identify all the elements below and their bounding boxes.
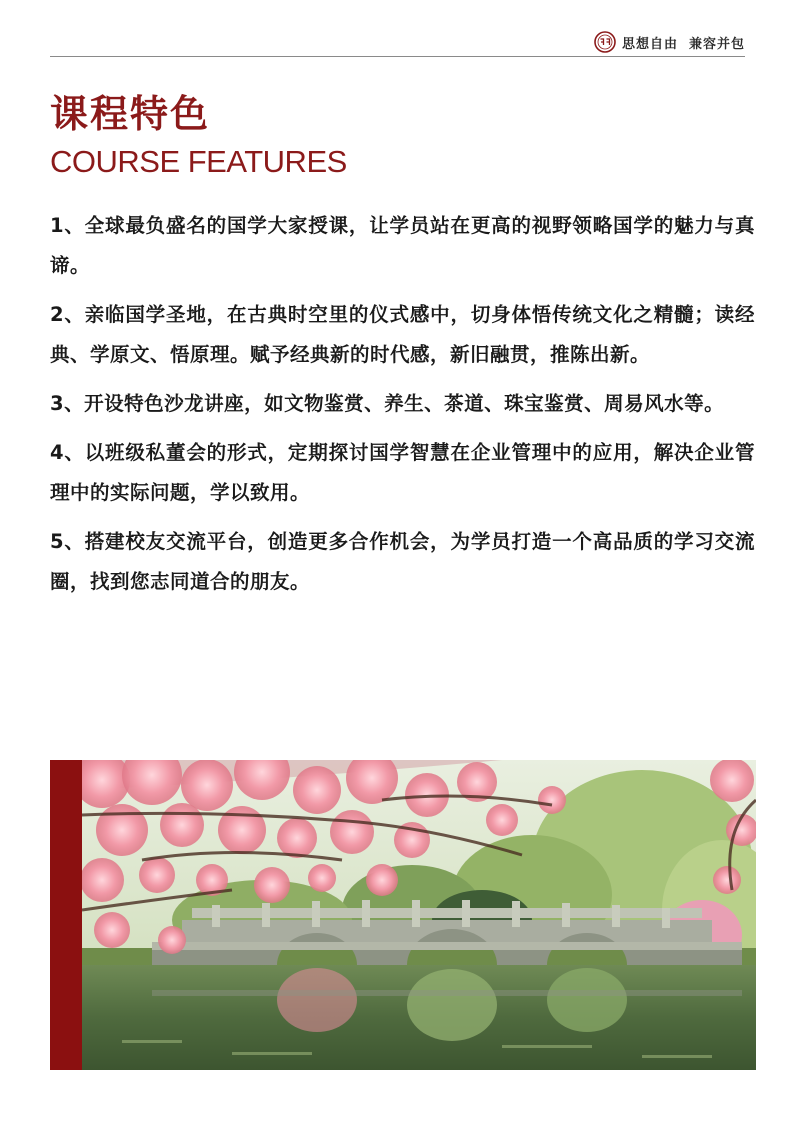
section-title-cn: 课程特色 [50,92,211,136]
bridge-blossom-photo [82,760,756,1070]
page-header [50,28,745,56]
header-brand [594,28,745,56]
header-motto: 思想自由 兼容并包 [621,36,745,52]
header-divider [50,56,745,57]
feature-item-3: 3、开设特色沙龙讲座，如文物鉴赏、养生、茶道、珠宝鉴赏、周易风水等。 [50,392,725,415]
university-seal-icon [594,31,616,53]
feature-item-5: 5、搭建校友交流平台，创造更多合作机会，为学员打造一个高品质的学习交流圈，找到您志同道合的朋友。 [50,530,755,593]
feature-item-1: 1、全球最负盛名的国学大家授课，让学员站在更高的视野领略国学的魅力与真谛。 [50,214,755,277]
campus-photo-panel [50,760,756,1070]
feature-list [50,206,755,611]
feature-item-2: 2、亲临国学圣地，在古典时空里的仪式感中，切身体悟传统文化之精髓；读经典、学原文、悟原理。赋予经典新的时代感，新旧融贯，推陈出新。 [50,303,755,366]
section-title-en: COURSE FEATURES [50,144,347,179]
feature-item-4: 4、以班级私董会的形式，定期探讨国学智慧在企业管理中的应用，解决企业管理中的实际问题，学以致用。 [50,441,755,504]
accent-strip [50,760,82,1070]
